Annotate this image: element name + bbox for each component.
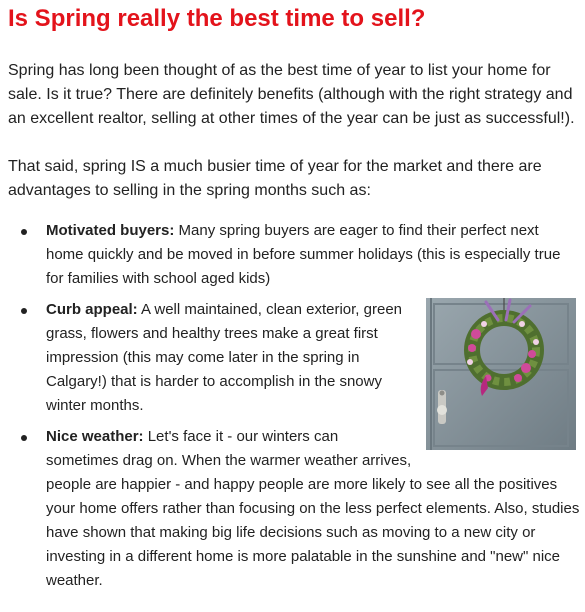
list-item-nice-weather xyxy=(8,425,580,593)
bullet-icon xyxy=(21,308,27,314)
advantages-paragraph: That said, spring IS a much busier time of year for the market and there are advantages to selling in the spring months such as: xyxy=(8,158,542,199)
intro-paragraph: Spring has long been thought of as the best time of year to list your home for sale. Is it true? There are definitely benefits (although with the right strategy and an excellent realtor, selling at other times of the year can be just as successful!). xyxy=(8,62,575,127)
bullet-icon xyxy=(21,229,27,235)
list-item-body: Many spring buyers are eager to find their perfect next home quickly and be moved in before summer holidays (this is especially true for families with school aged kids) xyxy=(46,222,561,287)
list-item-text xyxy=(46,301,402,414)
bullet-icon xyxy=(21,435,27,441)
list-item-curb-appeal xyxy=(8,298,580,418)
list-item-motivated-buyers xyxy=(8,219,580,291)
article xyxy=(8,0,580,600)
article-title: Is Spring really the best time to sell? xyxy=(8,5,426,32)
list-item-body: Let's face it - our winters can sometimes drag on. When the warmer weather arrives, people are happier - and happy people are more likely to see all the positives your home offers rather than focusing on the less perfect elements. Also, studies have shown that making big life decisions such as moving to a new city or investing in a different home is more palatable in the sunshine and "new" nice weather. xyxy=(46,428,580,589)
list-item-text xyxy=(46,428,579,589)
list-item-body: A well maintained, clean exterior, green grass, flowers and healthy trees make a great first impression (this may come later in the spring in Calgary!) that is harder to accomplish in the snowy winter months. xyxy=(46,301,403,414)
advantages-list xyxy=(8,219,580,593)
list-item-label: Nice weather: xyxy=(46,428,144,445)
list-item-text xyxy=(46,222,560,287)
list-item-label: Motivated buyers: xyxy=(46,222,175,239)
list-item-label: Curb appeal: xyxy=(46,301,138,318)
